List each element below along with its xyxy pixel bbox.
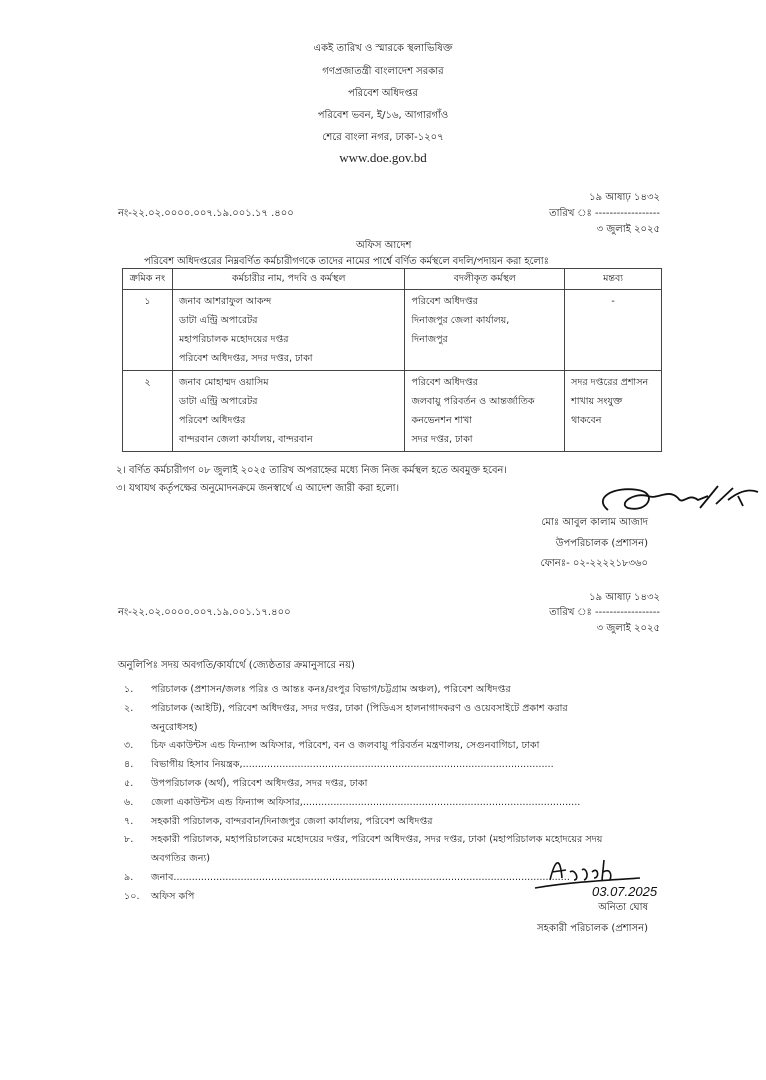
copy-item-text: পরিচালক (প্রশাসন/জলঃ পরিঃ ও আন্তঃ কনঃ/রংপুর বিভাগ/চট্টগ্রাম অঞ্চল), পরিবেশ অধিদপ্তর <box>151 684 511 695</box>
copy-item-number: ৩. <box>124 740 134 752</box>
signatory-2-designation: সহকারী পরিচালক (প্রশাসন) <box>536 923 648 934</box>
copy-list-item <box>124 758 554 773</box>
copy-item-number: ৬. <box>124 796 134 808</box>
signatory-1-name: মোঃ আবুল কালাম আজাদ <box>541 517 648 528</box>
copy-item-number: ১. <box>124 684 134 695</box>
website-link[interactable]: www.doe.gov.bd <box>339 150 427 165</box>
transferred-cell <box>405 371 565 452</box>
address-line-1: পরিবেশ ভবন, ই/১৬, আগারগাঁও <box>317 110 449 121</box>
date-english: ৩ জুলাই ২০২৫ <box>596 224 660 235</box>
copy-item-text: সহকারী পরিচালক, বান্দরবান/দিনাজপুর জেলা কার্যালয়, পরিবেশ অধিদপ্তর <box>151 815 433 827</box>
employee-location: পরিবেশ অধিদপ্তর, সদর দপ্তর, ঢাকা <box>178 353 313 364</box>
copy-list-item <box>124 871 570 886</box>
paragraph-2: ২। বর্ণিত কর্মচারীগণ ০৮ জুলাই ২০২৫ তারিখ অপরাহ্নের মধ্যে নিজ নিজ কর্মস্থল হতে অবমুক্ত হবেন। <box>116 465 507 476</box>
transfer-line: সদর দপ্তর, ঢাকা <box>411 434 473 445</box>
copy-item-text: অফিস কপি <box>151 890 195 902</box>
copy-item-text: জেলা একাউন্টস এন্ড ফিন্যান্স অফিসার,........................................................................................... <box>151 796 581 808</box>
employee-designation: ডাটা এন্ট্রি অপারেটর <box>178 396 258 407</box>
copy-item-number: ৭. <box>124 815 134 827</box>
header-transferred-to: বদলীকৃত কর্মস্থল <box>405 269 565 290</box>
remark-line: সদর দপ্তরের প্রশাসন <box>571 377 649 388</box>
copy-list-item <box>124 796 580 811</box>
copy-list-item <box>124 739 539 754</box>
employee-cell <box>172 290 404 371</box>
remarks-cell <box>565 371 662 452</box>
memo-number-2: নং-২২.০২.০০০০.০০৭.১৯.০০১.১৭.৪০০ <box>118 607 291 618</box>
date-bangla-2: ১৯ আষাঢ় ১৪৩২ <box>589 592 660 603</box>
date-english-2: ৩ জুলাই ২০২৫ <box>596 623 660 634</box>
date-label-2: তারিখ ঃ ------------------ <box>549 607 660 618</box>
copy-item-number: ১০. <box>124 890 140 902</box>
remarks-cell <box>565 290 662 371</box>
serial-cell: ১ <box>123 290 173 371</box>
paragraph-3: ৩। যথাযথ কর্তৃপক্ষের অনুমোদনক্রমে জনস্বার্থে এ আদেশ জারী করা হলো। <box>116 483 400 494</box>
transfer-line: দিনাজপুর <box>411 334 448 345</box>
employee-cell <box>172 371 404 452</box>
employee-name: জনাব আশরাফুল আকন্দ <box>178 296 272 307</box>
copy-item-text: সহকারী পরিচালক, মহাপরিচালকের মহোদয়ের দপ্তর, পরিবেশ অধিদপ্তর, সদর দপ্তর, ঢাকা (মহাপরিচালক মহোদয়ের সদয় <box>151 834 603 846</box>
copy-list-item <box>124 683 511 698</box>
address-line-2: শেরে বাংলা নগর, ঢাকা-১২০৭ <box>322 132 444 143</box>
transfer-line: পরিবেশ অধিদপ্তর <box>411 296 478 307</box>
header-serial: ক্রমিক নং <box>123 269 173 290</box>
employee-name: জনাব মোহাম্মদ ওয়াসিম <box>178 377 269 388</box>
employee-location: বান্দরবান জেলা কার্যালয়, বান্দরবান <box>178 434 313 445</box>
order-intro: পরিবেশ অধিদপ্তরের নিম্নবর্ণিত কর্মচারীগণকে তাদের নামের পার্শ্বে বর্ণিত কর্মস্থলে বদলি/পদায়ন করা হলোঃ <box>144 256 549 267</box>
signature-2-date: 03.07.2025 <box>592 884 658 899</box>
copy-item-text: জনাব.................................................................................................................................. <box>151 872 570 883</box>
signature-2 <box>530 850 670 900</box>
transfer-line: পরিবেশ অধিদপ্তর <box>411 377 478 388</box>
header-employee: কর্মচারীর নাম, পদবি ও কর্মস্থল <box>172 269 404 290</box>
copy-item-continuation: অনুরোধসহ) <box>151 721 198 733</box>
table-row <box>123 290 662 371</box>
copy-item-text: পরিচালক (আইটি), পরিবেশ অধিদপ্তর, সদর দপ্তর, ঢাকা (পিডিএস হালনাগাদকরণ ও ওয়েবসাইটে প্রকাশ করার <box>151 702 568 714</box>
copy-item-number: ৯. <box>124 872 134 883</box>
serial-cell: ২ <box>123 371 173 452</box>
copy-item-number: ৫. <box>124 778 134 789</box>
table-header-row <box>123 269 662 290</box>
transferred-cell <box>405 290 565 371</box>
copy-heading: অনুলিপিঃ সদয় অবগতি/কার্যার্থে (জ্যেষ্ঠতার ক্রমানুসারে নয়) <box>118 660 355 671</box>
copy-item-number: ৮. <box>124 834 134 846</box>
transfer-line: জলবায়ু পরিবর্তন ও আন্তর্জাতিক <box>411 396 535 407</box>
employee-office: পরিবেশ অধিদপ্তর <box>178 415 246 426</box>
transfer-table <box>122 268 662 452</box>
copy-item-text: বিভাগীয় হিসাব নিয়ন্ত্রক,...................................................................................................... <box>151 759 554 771</box>
transfer-line: কনভেনশন শাখা <box>411 415 473 426</box>
copy-item-text: উপপরিচালক (অর্থ), পরিবেশ অধিদপ্তর, সদর দপ্তর, ঢাকা <box>151 778 368 789</box>
remark-line: - <box>611 296 615 307</box>
copy-list-item <box>124 702 568 717</box>
date-bangla: ১৯ আষাঢ় ১৪৩২ <box>589 192 660 203</box>
government-name: গণপ্রজাতন্ত্রী বাংলাদেশ সরকার <box>322 66 444 77</box>
transfer-line: দিনাজপুর জেলা কার্যালয়, <box>411 315 510 326</box>
table-row <box>123 371 662 452</box>
signatory-1-designation: উপপরিচালক (প্রশাসন) <box>555 538 648 549</box>
copy-list-item <box>124 890 194 905</box>
employee-designation: ডাটা এন্ট্রি অপারেটর <box>178 315 258 326</box>
copy-list-item <box>124 815 433 830</box>
remark-line: শাখায় সংযুক্ত থাকবেন <box>571 396 623 426</box>
date-label: তারিখ ঃ ------------------ <box>549 208 660 219</box>
order-title: অফিস আদেশ <box>356 240 412 251</box>
header-remarks: মন্তব্য <box>565 269 662 290</box>
copy-list-item <box>124 777 367 792</box>
signatory-1-phone: ফোনঃ- ০২-২২২২১৮৩৬০ <box>540 558 648 569</box>
copy-item-text: চিফ একাউন্টস এন্ড ফিন্যান্স অফিসার, পরিবেশ, বন ও জলবায়ু পরিবর্তন মন্ত্রণালয়, সেগুনবাগিচা, ঢাকা <box>151 740 540 752</box>
copy-item-number: ৪. <box>124 759 134 771</box>
copy-item-number: ২. <box>124 702 134 714</box>
copy-list-item <box>124 833 602 848</box>
copy-item-continuation: অবগতির জন্য) <box>151 853 211 865</box>
supersession-note: একই তারিখ ও স্মারকে স্থলাভিষিক্ত <box>313 43 453 54</box>
department-name: পরিবেশ অধিদপ্তর <box>348 88 418 99</box>
memo-number: নং-২২.০২.০০০০.০০৭.১৯.০০১.১৭ .৪০০ <box>118 208 294 219</box>
employee-office: মহাপরিচালক মহোদয়ের দপ্তর <box>178 334 289 345</box>
signatory-2-name: অনিতা ঘোষ <box>598 902 648 913</box>
